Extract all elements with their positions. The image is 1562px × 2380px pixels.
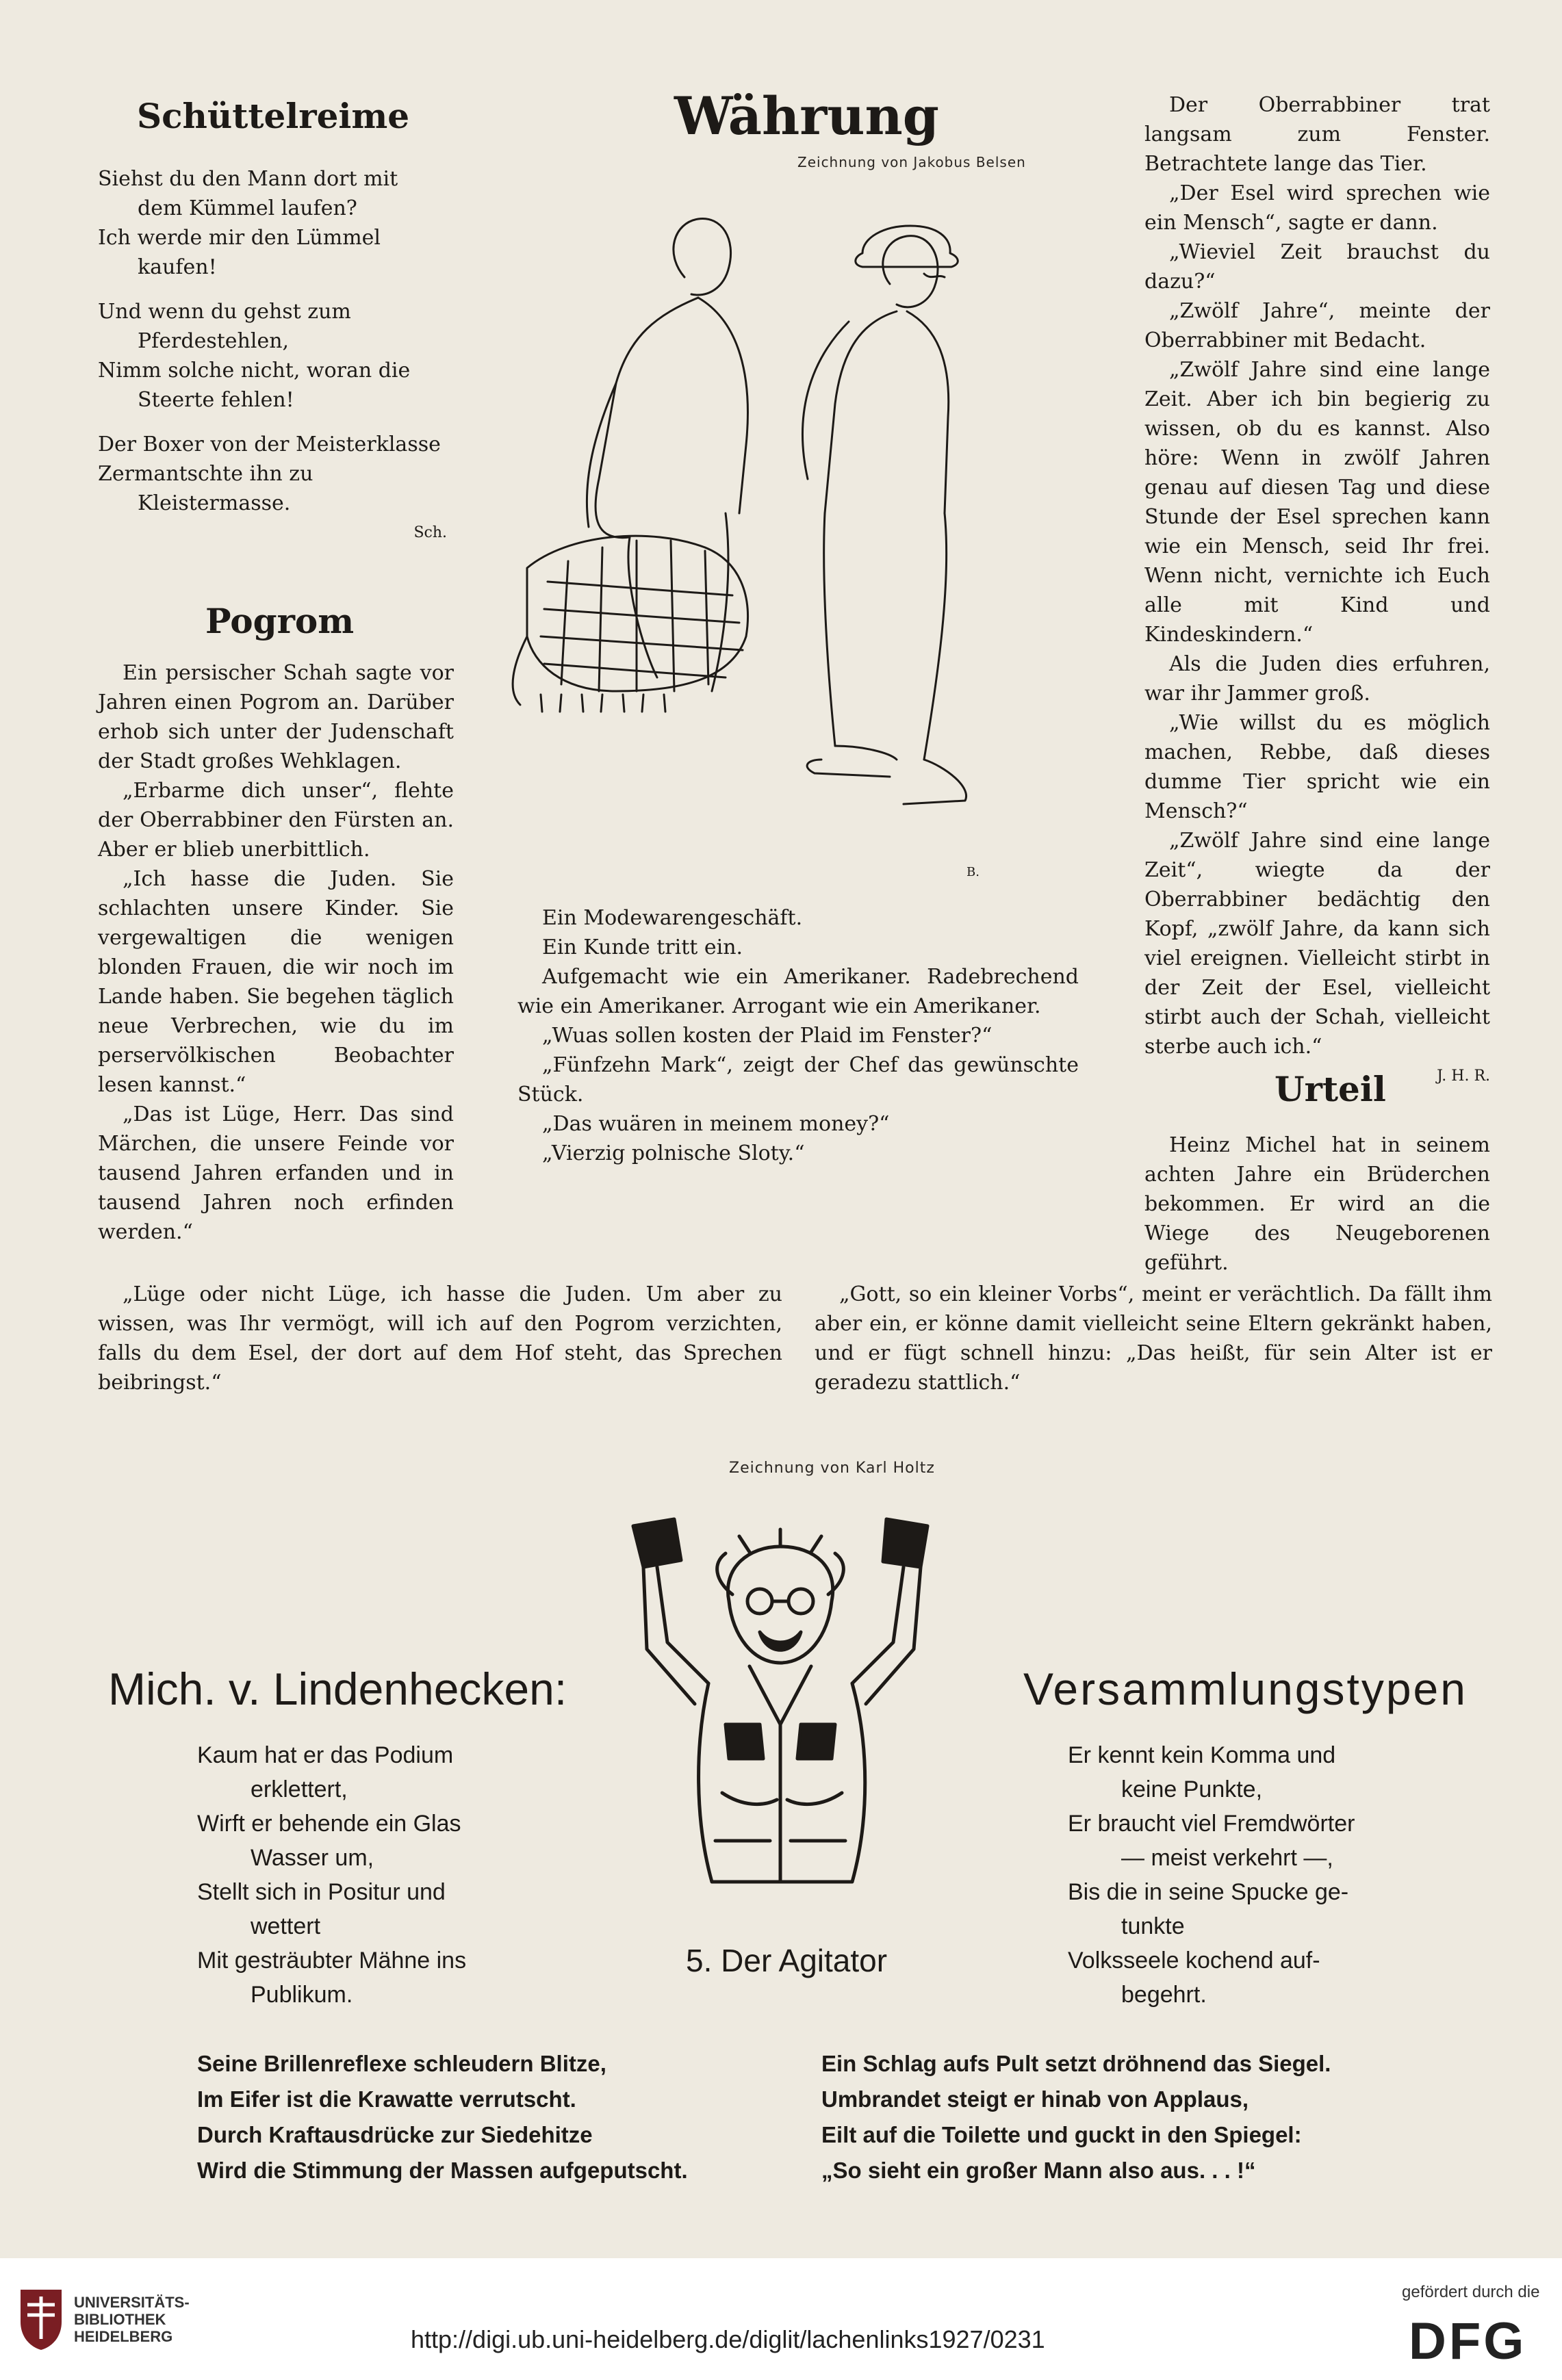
poem-line: Ein Schlag aufs Pult setzt dröhnend das Siegel. [821,2051,1331,2076]
funded-by-label: gefördert durch die [1402,2283,1540,2301]
poem-line: wettert [251,1913,321,1939]
poem-line: Er kennt kein Komma und [1068,1742,1336,1768]
poem-line: Der Boxer von der Meisterklasse [98,432,441,456]
stanza-3 [98,430,447,547]
schuettelreime-title: Schüttelreime [137,96,410,136]
paragraph: „Zwölf Jahre sind eine lange Zeit. Aber ich bin begierig zu wissen, ob du es kannst. Also höre: Wenn in zwölf Jahren genau auf diesen Tag und diese Stunde der Esel sprechen kann wie ein Mensch, seid Ihr frei. Wenn nicht, vernichte ich Euch alle mit Kind und Kindeskindern.“ [1144,358,1490,647]
paragraph: Ein persischer Schah sagte vor Jahren einen Pogrom an. Darüber erhob sich unter der Judenschaft der Stadt großes Wehklagen. [98,661,454,773]
agitator-illustration [592,1499,975,1930]
paragraph: „Der Esel wird sprechen wie ein Mensch“, sagte er dann. [1144,181,1490,235]
story-line: „Wuas sollen kosten der Plaid im Fenster?“ [542,1024,993,1048]
library-logo[interactable] [7,2279,205,2361]
pogrom-wide-paragraph: „Lüge oder nicht Lüge, ich hasse die Juden. Um aber zu wissen, was Ihr vermögt, will ich auf den Pogrom verzichten, falls du dem Esel, der dort auf dem Hof steht, das Sprechen beibringst.“ [98,1282,782,1395]
agitator-caption: 5. Der Agitator [686,1943,888,1978]
library-line: HEIDELBERG [74,2328,173,2345]
urteil-wide-paragraph: „Gott, so ein kleiner Vorbs“, meint er verächtlich. Da fällt ihm aber ein, er könne damit vielleicht seine Eltern gekränkt haben, und er fügt schnell hinzu: „Das heißt, für sein Alter ist er geradezu stattlich.“ [815,1282,1492,1395]
pogrom-title: Pogrom [205,601,355,641]
poem-line: Mit gesträubter Mähne ins [197,1948,467,1974]
digitization-footer [0,2258,1562,2380]
paragraph: Als die Juden dies erfuhren, war ihr Jammer groß. [1144,652,1490,706]
poem-line: Seine Brillenreflexe schleudern Blitze, [197,2051,606,2076]
pogrom-text [98,658,454,1247]
library-seal-icon [14,2284,68,2353]
poem-line: Eilt auf die Toilette und guckt in den Spiegel: [821,2122,1302,2147]
paragraph: „Wieviel Zeit brauchst du dazu?“ [1144,240,1490,294]
urteil-title: Urteil [1275,1069,1386,1109]
library-line: BIBLIOTHEK [74,2311,166,2328]
poem-line: Volksseele kochend auf- [1068,1948,1320,1974]
story-line: „Das wuären in meinem money?“ [542,1112,890,1136]
library-name [74,2294,190,2345]
holtz-credit: Zeichnung von Karl Holtz [729,1460,935,1477]
poem-line: Bis die in seine Spucke ge- [1068,1879,1349,1905]
signature: Sch. [413,524,447,541]
poem-line: keine Punkte, [1121,1776,1263,1802]
agitator-poem-right [1068,1738,1355,2012]
dfg-logo[interactable]: DFG [1409,2312,1527,2370]
poem-line: begehrt. [1121,1982,1207,2008]
author-name: Mich. v. Lindenhecken: [108,1664,567,1714]
story-line: „Fünfzehn Mark“, zeigt der Chef das gewünschte Stück. [517,1053,1079,1107]
paragraph: „Erbarme dich unser“, flehte der Oberrabbiner den Fürsten an. Aber er blieb unerbittlich. [98,779,454,862]
paragraph: „Zwölf Jahre sind eine lange Zeit“, wiegte da der Oberrabbiner bedächtig den Kopf, „zwölf Jahre, da kann sich viel ereignen. Vielleicht stirbt in der Zeit der Esel, vielleicht stirbt auch der Schah, vielleicht sterbe auch ich.“ [1144,829,1490,1059]
library-line: UNIVERSITÄTS- [74,2294,190,2311]
poem-line: Umbrandet steigt er hinab von Applaus, [821,2086,1249,2112]
paragraph: „Wie willst du es möglich machen, Rebbe, daß dieses dumme Tier spricht wie ein Mensch?“ [1144,711,1490,823]
poem-line: „So sieht ein großer Mann also aus. . . !“ [821,2158,1256,2183]
agitator-poem-left [197,1738,466,2012]
paragraph: „Das ist Lüge, Herr. Das sind Märchen, die unsere Feinde vor tausend Jahren erfanden und in tausend Jahren noch erfinden werden.“ [98,1102,454,1244]
poem-line: — meist verkehrt —, [1121,1845,1333,1871]
poem-line: Ich werde mir den Lümmel kaufen! [98,226,381,279]
pogrom-continuation [1144,90,1490,1091]
poem-line: Siehst du den Mann dort mit dem Kümmel laufen? [98,167,398,220]
poem-line: Publikum. [251,1982,353,2008]
waehrung-text [517,903,1079,1168]
stanza-2 [98,297,447,415]
poem-line: erklettert, [251,1776,348,1802]
versammlungstypen-title: Versammlungstypen [1023,1664,1468,1714]
poem-line: Wirft er behende ein Glas [197,1811,461,1837]
poem-line: tunkte [1121,1913,1185,1939]
story-line: Aufgemacht wie ein Amerikaner. Radebrechend wie ein Amerikaner. Arrogant wie ein Amerikaner. [517,965,1079,1018]
poem-line: Und wenn du gehst zum Pferdestehlen, [98,300,351,353]
svg-text:B.: B. [966,865,980,879]
poem-line: Stellt sich in Positur und [197,1879,446,1905]
poem-line: Wird die Stimmung der Massen aufgeputscht. [197,2158,688,2183]
signature: J. H. R. [1437,1068,1490,1085]
story-line: Ein Modewarengeschäft. [542,906,803,930]
poem-line: Wasser um, [251,1845,374,1871]
schuettelreime-poem [98,164,447,562]
paragraph: „Zwölf Jahre“, meinte der Oberrabbiner mit Bedacht. [1144,299,1490,352]
poem-line: Zermantschte ihn zu Kleistermasse. [98,462,313,515]
waehrung-title: Währung [674,86,939,146]
poem-line: Durch Kraftausdrücke zur Siedehitze [197,2122,593,2147]
source-url-link[interactable]: http://digi.ub.uni-heidelberg.de/diglit/lachenlinks1927/0231 [411,2325,1045,2353]
poem-line: Er braucht viel Fremdwörter [1068,1811,1355,1837]
urteil-paragraph: Heinz Michel hat in seinem achten Jahre ein Brüderchen bekommen. Er wird an die Wiege des Neugeborenen geführt. [1144,1133,1490,1275]
poem-line: Kaum hat er das Podium [197,1742,454,1768]
poem-line: Im Eifer ist die Krawatte verrutscht. [197,2086,576,2112]
stanza-1 [98,164,447,282]
story-line: „Vierzig polnische Sloty.“ [542,1141,805,1165]
story-line: Ein Kunde tritt ein. [542,935,743,959]
waehrung-credit: Zeichnung von Jakobus Belsen [797,154,1026,170]
paragraph: „Ich hasse die Juden. Sie schlachten unsere Kinder. Sie vergewaltigen die wenigen blonden Frauen, die wir noch im Lande haben. Sie begehen täglich neue Verbrechen, wie du im perservölkischen Beobachter lesen kannst.“ [98,867,454,1097]
paragraph: Der Oberrabbiner trat langsam zum Fenster. Betrachtete lange das Tier. [1144,93,1490,176]
waehrung-illustration [479,157,1020,896]
quatrain-left [197,2046,688,2188]
quatrain-right [821,2046,1331,2188]
poem-line: Nimm solche nicht, woran die Steerte fehlen! [98,359,411,412]
